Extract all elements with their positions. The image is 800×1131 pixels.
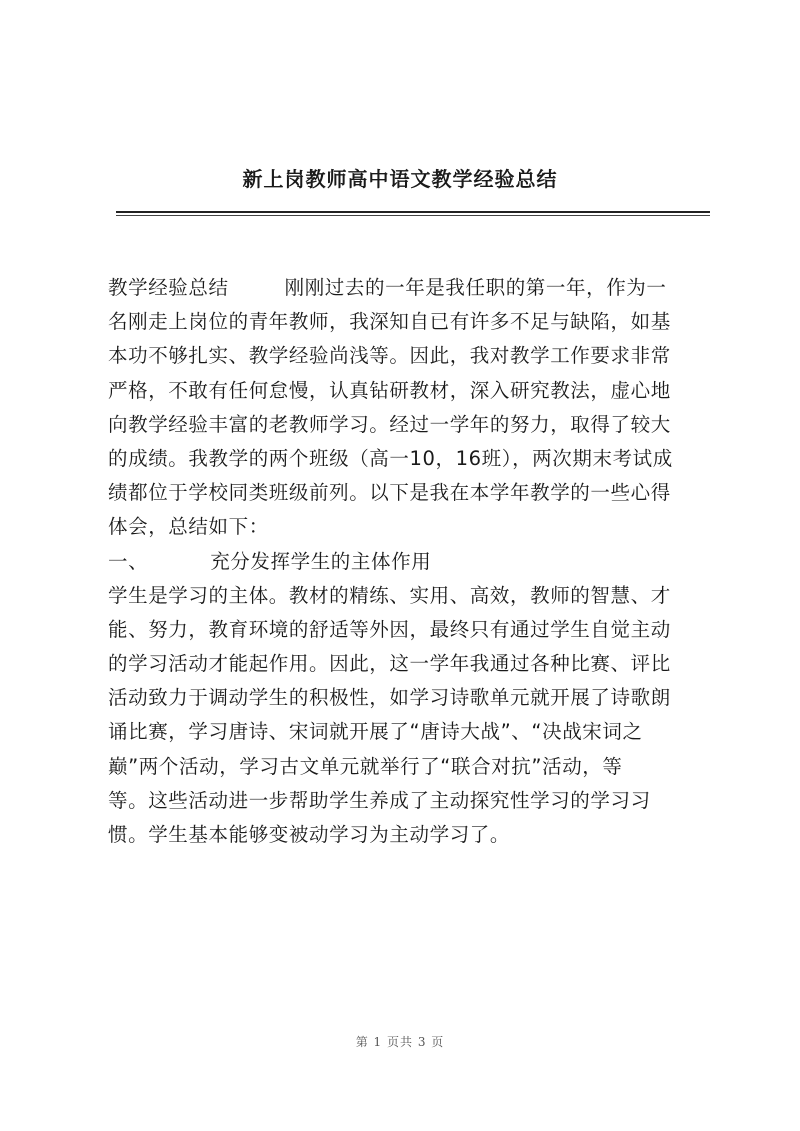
paragraph-line: [108, 271, 700, 305]
section-number: 一、: [108, 549, 149, 573]
document-body: [108, 271, 700, 852]
paragraph-line: 体会，总结如下：: [108, 515, 269, 539]
para1-label: 教学经验总结: [108, 276, 229, 299]
paragraph-line: 巅”两个活动，学习古文单元就举行了“联合对抗”活动，等: [108, 754, 623, 778]
paragraph-line: 绩都位于学校同类班级前列。以下是我在本学年教学的一些心得: [108, 481, 671, 505]
paragraph-line: 的学习活动才能起作用。因此，这一学年我通过各种比赛、评比: [108, 652, 671, 676]
paragraph-line: 严格，不敢有任何怠慢，认真钻研教材，深入研究教法，虚心地: [108, 378, 671, 402]
title-rule-thin: [116, 215, 710, 216]
para1-line-text: 刚刚过去的一年是我任职的第一年，作为一: [284, 276, 667, 299]
paragraph-line: 惯。学生基本能够变被动学习为主动学习了。: [108, 823, 511, 846]
paragraph-line: 活动致力于调动学生的积极性，如学习诗歌单元就开展了诗歌朗: [108, 686, 671, 710]
title-rule-thick: [116, 211, 710, 213]
paragraph-line: 学生是学习的主体。教材的精练、实用、高效，教师的智慧、才: [108, 583, 671, 607]
paragraph-line: 本功不够扎实、教学经验尚浅等。因此，我对教学工作要求非常: [108, 344, 671, 368]
page-footer: 第 1 页共 3 页: [355, 1035, 445, 1049]
paragraph-line: 向教学经验丰富的老教师学习。经过一学年的努力，取得了较大: [108, 412, 671, 436]
paragraph-line: 名刚走上岗位的青年教师，我深知自已有许多不足与缺陷，如基: [108, 310, 671, 334]
document-title: 新上岗教师高中语文教学经验总结: [242, 167, 558, 191]
section-heading-text: 充分发挥学生的主体作用: [210, 549, 432, 573]
paragraph-line: 能、努力，教育环境的舒适等外因，最终只有通过学生自觉主动: [108, 617, 671, 641]
paragraph-line: 诵比赛，学习唐诗、宋词就开展了“唐诗大战”、“决战宋词之: [108, 720, 643, 744]
paragraph-line: 等。这些活动进一步帮助学生养成了主动探究性学习的学习习: [108, 788, 651, 812]
paragraph-line: 的成绩。我教学的两个班级（高一10，16班），两次期末考试成: [108, 446, 673, 470]
section-heading: [108, 545, 700, 579]
